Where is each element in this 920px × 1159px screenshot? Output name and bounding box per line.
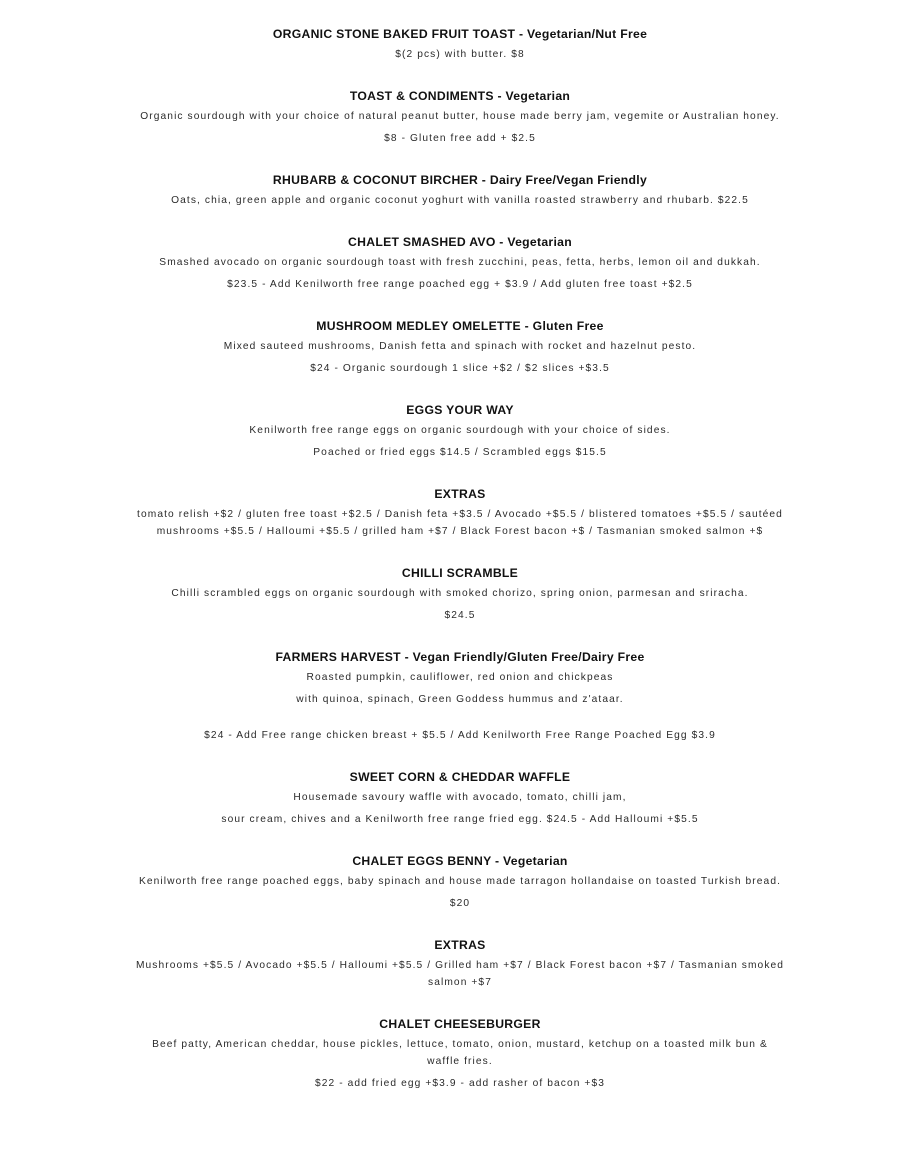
item-title: MUSHROOM MEDLEY OMELETTE - Gluten Free [316,319,604,333]
item-description: Mixed sauteed mushrooms, Danish fetta and spinach with rocket and hazelnut pesto. [223,341,697,352]
item-description: with quinoa, spinach, Green Goddess hummus and z'ataar. [296,694,624,705]
item-price: $20 [449,898,471,909]
item-title: ORGANIC STONE BAKED FRUIT TOAST - Vegetarian/Nut Free [272,27,648,41]
item-title: EGGS YOUR WAY [406,403,514,417]
item-description: mushrooms +$5.5 / Halloumi +$5.5 / grilled ham +$7 / Black Forest bacon +$ / Tasmanian smoked salmon +$ [156,526,764,537]
item-price: $24 - Organic sourdough 1 slice +$2 / $2 slices +$3.5 [310,363,610,374]
menu-item-eggs-benny [60,853,860,912]
menu-item-cheeseburger [60,1016,860,1092]
item-description: salmon +$7 [428,977,492,988]
item-description: $(2 pcs) with butter. $8 [395,49,525,60]
item-price: $8 - Gluten free add + $2.5 [384,133,536,144]
menu-item-chilli-scramble [60,565,860,624]
menu-item-eggs-your-way [60,402,860,461]
item-description: sour cream, chives and a Kenilworth free range fried egg. $24.5 - Add Halloumi +$5.5 [221,814,699,825]
item-price: $23.5 - Add Kenilworth free range poached egg + $3.9 / Add gluten free toast +$2.5 [227,279,693,290]
item-price: Poached or fried eggs $14.5 / Scrambled eggs $15.5 [313,447,607,458]
menu-item-toast-condiments [60,88,860,147]
menu-item-bircher [60,172,860,209]
item-title: CHALET SMASHED AVO - Vegetarian [348,235,572,249]
item-price: $24 - Add Free range chicken breast + $5.5 / Add Kenilworth Free Range Poached Egg $3.9 [204,730,716,741]
menu-item-extras-2 [60,937,860,991]
item-title: TOAST & CONDIMENTS - Vegetarian [349,89,571,103]
item-price: $22 - add fried egg +$3.9 - add rasher of bacon +$3 [314,1078,605,1089]
item-description: Mushrooms +$5.5 / Avocado +$5.5 / Halloumi +$5.5 / Grilled ham +$7 / Black Forest bacon +$7 / Tasmanian smoked [135,960,785,971]
item-title: CHALET CHEESEBURGER [379,1017,541,1031]
item-description: tomato relish +$2 / gluten free toast +$2.5 / Danish feta +$3.5 / Avocado +$5.5 / blistered tomatoes +$5.5 / sautéed [137,509,783,520]
item-title: CHALET EGGS BENNY - Vegetarian [352,854,568,868]
item-title: FARMERS HARVEST - Vegan Friendly/Gluten Free/Dairy Free [275,650,645,664]
item-description: waffle fries. [427,1056,493,1067]
item-description: Kenilworth free range poached eggs, baby spinach and house made tarragon hollandaise on toasted Turkish bread. [138,876,782,887]
item-title: EXTRAS [434,487,486,501]
item-title: EXTRAS [434,938,486,952]
item-description: Beef patty, American cheddar, house pickles, lettuce, tomato, onion, mustard, ketchup on a toasted milk bun & [152,1039,768,1050]
item-description: Chilli scrambled eggs on organic sourdough with smoked chorizo, spring onion, parmesan and sriracha. [171,588,749,599]
item-description: Kenilworth free range eggs on organic sourdough with your choice of sides. [249,425,671,436]
menu-item-omelette [60,318,860,377]
item-description: Smashed avocado on organic sourdough toast with fresh zucchini, peas, fetta, herbs, lemon oil and dukkah. [159,257,761,268]
item-title: CHILLI SCRAMBLE [401,566,519,580]
item-description: Housemade savoury waffle with avocado, tomato, chilli jam, [293,792,627,803]
menu-item-fruit-toast [60,26,860,63]
item-price: $24.5 [444,610,476,621]
item-description: Organic sourdough with your choice of natural peanut butter, house made berry jam, vegemite or Australian honey. [140,111,780,122]
menu-item-farmers-harvest [60,649,860,744]
menu-item-extras [60,486,860,540]
item-title: SWEET CORN & CHEDDAR WAFFLE [349,770,571,784]
item-description: Roasted pumpkin, cauliflower, red onion and chickpeas [306,672,614,683]
menu-item-smashed-avo [60,234,860,293]
item-title: RHUBARB & COCONUT BIRCHER - Dairy Free/Vegan Friendly [272,173,648,187]
menu-item-waffle [60,769,860,828]
item-description: Oats, chia, green apple and organic coconut yoghurt with vanilla roasted strawberry and rhubarb. $22.5 [171,195,749,206]
